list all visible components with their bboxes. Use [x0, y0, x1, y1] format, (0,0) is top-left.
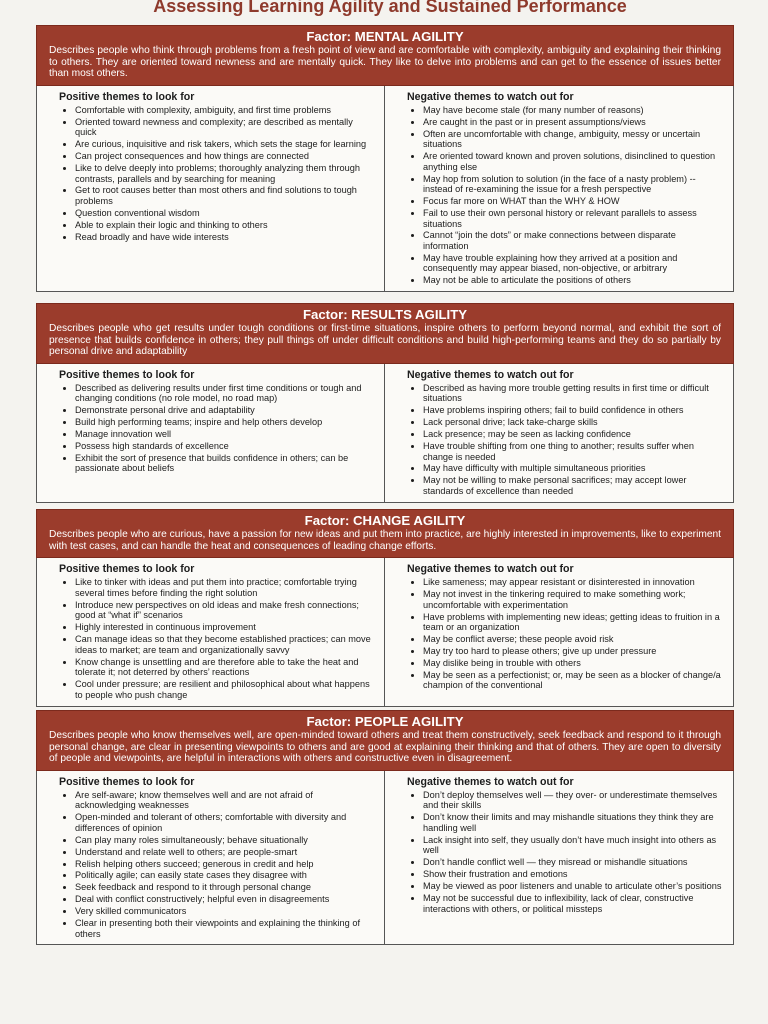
theme-item: • Read broadly and have wide interests [75, 232, 374, 243]
theme-item: • Like sameness; may appear resistant or disinterested in innovation [423, 577, 723, 588]
factor-title: Factor: CHANGE AGILITY [304, 513, 466, 528]
positive-themes-heading: Positive themes to look for [59, 368, 195, 381]
negative-themes-list [403, 577, 723, 691]
theme-item: • Like to delve deeply into problems; thoroughly analyzing them through contrasts, parallels and by searching for meaning [75, 163, 374, 184]
positive-themes-heading: Positive themes to look for [59, 563, 195, 576]
negative-themes-column [385, 771, 733, 945]
negative-themes-list [403, 105, 723, 286]
theme-item: • Often are uncomfortable with change, ambiguity, messy or uncertain situations [423, 129, 723, 150]
negative-themes-column [385, 558, 733, 705]
theme-item: • Lack presence; may be seen as lacking confidence [423, 429, 723, 440]
section-results-agility [36, 303, 734, 503]
theme-item: • Clear in presenting both their viewpoints and explaining the thinking of others [75, 918, 374, 939]
positive-themes-heading: Positive themes to look for [59, 90, 195, 103]
positive-themes-heading: Positive themes to look for [59, 775, 195, 788]
theme-item: • Don’t know their limits and may mishandle situations they think they are handling well [423, 812, 723, 833]
positive-themes-column [37, 364, 385, 502]
theme-item: • Open-minded and tolerant of others; comfortable with diversity and differences of opinion [75, 812, 374, 833]
theme-item: • Demonstrate personal drive and adaptability [75, 405, 374, 416]
positive-themes-column [37, 771, 385, 945]
factor-title: Factor: RESULTS AGILITY [302, 307, 468, 322]
theme-item: • Get to root causes better than most others and find solutions to tough problems [75, 185, 374, 206]
positive-themes-list [55, 577, 374, 700]
theme-item: • Understand and relate well to others; are people-smart [75, 847, 374, 858]
theme-item: • Know change is unsettling and are therefore able to take the heat and tolerate it; not deterred by others’ reactions [75, 657, 374, 678]
theme-item: • Exhibit the sort of presence that builds confidence in others; can be passionate about beliefs [75, 453, 374, 474]
theme-item: • Lack personal drive; lack take-charge skills [423, 417, 723, 428]
theme-item: • May try too hard to please others; give up under pressure [423, 646, 723, 657]
theme-item: • Cool under pressure; are resilient and philosophical about what happens to people who push change [75, 679, 374, 700]
negative-themes-column [385, 364, 733, 502]
theme-item: • Question conventional wisdom [75, 208, 374, 219]
themes-table [36, 558, 734, 706]
theme-item: • Have problems with implementing new ideas; getting ideas to fruition in a team or an organization [423, 612, 723, 633]
theme-item: • Lack insight into self, they usually don’t have much insight into others as well [423, 835, 723, 856]
theme-item: • Able to explain their logic and thinking to others [75, 220, 374, 231]
theme-item: • May not be able to articulate the positions of others [423, 275, 723, 286]
theme-item: • May hop from solution to solution (in the face of a nasty problem) -- instead of re-examining the issue for a fresh perspective [423, 174, 723, 195]
theme-item: • Very skilled communicators [75, 906, 374, 917]
theme-item: • Described as having more trouble getting results in first time or difficult situations [423, 383, 723, 404]
theme-item: • Highly interested in continuous improvement [75, 622, 374, 633]
theme-item: • Fail to use their own personal history or relevant parallels to assess situations [423, 208, 723, 229]
theme-item: • Can play many roles simultaneously; behave situationally [75, 835, 374, 846]
theme-item: • May dislike being in trouble with others [423, 658, 723, 669]
theme-item: • May not invest in the tinkering required to make something work; uncomfortable with experimentation [423, 589, 723, 610]
theme-item: • Have problems inspiring others; fail to build confidence in others [423, 405, 723, 416]
theme-item: • Cannot “join the dots” or make connections between disparate information [423, 230, 723, 251]
theme-item: • May not be successful due to inflexibility, lack of clear, constructive interactions with others, or political missteps [423, 893, 723, 914]
theme-item: • Possess high standards of excellence [75, 441, 374, 452]
negative-themes-column [385, 86, 733, 291]
theme-item: • Build high performing teams; inspire and help others develop [75, 417, 374, 428]
section-mental-agility [36, 25, 734, 292]
factor-description: Describes people who are curious, have a passion for new ideas and put them into practice, are highly interested in improvements, like to experiment with test cases, and can handle the heat and consequences of leading change efforts. [49, 529, 721, 552]
factor-header [36, 25, 734, 86]
negative-themes-heading: Negative themes to watch out for [407, 90, 574, 103]
theme-item: • Can manage ideas so that they become established practices; can move ideas to market; are team and organizationally savvy [75, 634, 374, 655]
positive-themes-list [55, 790, 374, 939]
positive-themes-column [37, 558, 385, 705]
theme-item: • Politically agile; can easily state cases they disagree with [75, 870, 374, 881]
themes-table [36, 771, 734, 946]
theme-item: • Described as delivering results under first time conditions or tough and changing conditions (no role model, no road map) [75, 383, 374, 404]
theme-item: • May not be willing to make personal sacrifices; may accept lower standards of excellence than needed [423, 475, 723, 496]
theme-item: • Are curious, inquisitive and risk takers, which sets the stage for learning [75, 139, 374, 150]
theme-item: • Introduce new perspectives on old ideas and make fresh connections; good at “what if” scenarios [75, 600, 374, 621]
factor-header [36, 710, 734, 771]
factor-title: Factor: PEOPLE AGILITY [306, 714, 464, 729]
theme-item: • Relish helping others succeed; generous in credit and help [75, 859, 374, 870]
negative-themes-list [403, 790, 723, 914]
theme-item: • Like to tinker with ideas and put them into practice; comfortable trying several times before finding the right solution [75, 577, 374, 598]
theme-item: • Can project consequences and how things are connected [75, 151, 374, 162]
theme-item: • Oriented toward newness and complexity; are described as mentally quick [75, 117, 374, 138]
factor-description: Describes people who get results under tough conditions or first-time situations, inspire others to perform beyond normal, and exhibit the sort of presence that builds confidence in others; they pull things off under difficult conditions and build high-performing teams and they do so partially by personal drive and adaptability [49, 323, 721, 358]
themes-table [36, 86, 734, 292]
theme-item: • May be viewed as poor listeners and unable to articulate other’s positions [423, 881, 723, 892]
theme-item: • Are self-aware; know themselves well and are not afraid of acknowledging weaknesses [75, 790, 374, 811]
factor-header [36, 303, 734, 364]
negative-themes-heading: Negative themes to watch out for [407, 563, 574, 576]
page-title: Assessing Learning Agility and Sustained Performance [153, 0, 627, 16]
theme-item: • May have trouble explaining how they arrived at a position and consequently may appear biased, non-objective, or arbitrary [423, 253, 723, 274]
negative-themes-list [403, 383, 723, 497]
theme-item: • Manage innovation well [75, 429, 374, 440]
section-change-agility [36, 509, 734, 707]
theme-item: • Focus far more on WHAT than the WHY & HOW [423, 196, 723, 207]
theme-item: • May be conflict averse; these people avoid risk [423, 634, 723, 645]
themes-table [36, 364, 734, 503]
factor-description: Describes people who think through problems from a fresh point of view and are comfortable with complexity, ambiguity and explaining their thinking to others. They are oriented toward newness and are mentally quick. They like to delve into problems and can get to the essence of issues better than most others. [49, 45, 721, 80]
theme-item: • May have difficulty with multiple simultaneous priorities [423, 463, 723, 474]
negative-themes-heading: Negative themes to watch out for [407, 775, 574, 788]
negative-themes-heading: Negative themes to watch out for [407, 368, 574, 381]
factor-title: Factor: MENTAL AGILITY [306, 29, 464, 44]
factor-description: Describes people who know themselves well, are open-minded toward others and treat them constructively, seek feedback and respond to it through personal change, are clear in presenting viewpoints to others and are good at explaining their thinking and that of others. They are open to diversity of people and viewpoints, are helpful in interactions with others and constructive even in disagreement. [49, 730, 721, 765]
theme-item: • Are oriented toward known and proven solutions, disinclined to question anything else [423, 151, 723, 172]
section-people-agility [36, 710, 734, 945]
theme-item: • May have become stale (for many number of reasons) [423, 105, 723, 116]
theme-item: • Are caught in the past or in present assumptions/views [423, 117, 723, 128]
theme-item: • Show their frustration and emotions [423, 869, 723, 880]
positive-themes-list [55, 105, 374, 243]
theme-item: • Don’t handle conflict well — they misread or mishandle situations [423, 857, 723, 868]
theme-item: • Deal with conflict constructively; helpful even in disagreements [75, 894, 374, 905]
theme-item: • Comfortable with complexity, ambiguity, and first time problems [75, 105, 374, 116]
theme-item: • May be seen as a perfectionist; or, may be seen as a blocker of change/a champion of the conventional [423, 670, 723, 691]
positive-themes-column [37, 86, 385, 291]
theme-item: • Have trouble shifting from one thing to another; results suffer when change is needed [423, 441, 723, 462]
theme-item: • Don’t deploy themselves well — they over- or underestimate themselves and their skills [423, 790, 723, 811]
factor-header [36, 509, 734, 558]
theme-item: • Seek feedback and respond to it through personal change [75, 882, 374, 893]
positive-themes-list [55, 383, 374, 474]
